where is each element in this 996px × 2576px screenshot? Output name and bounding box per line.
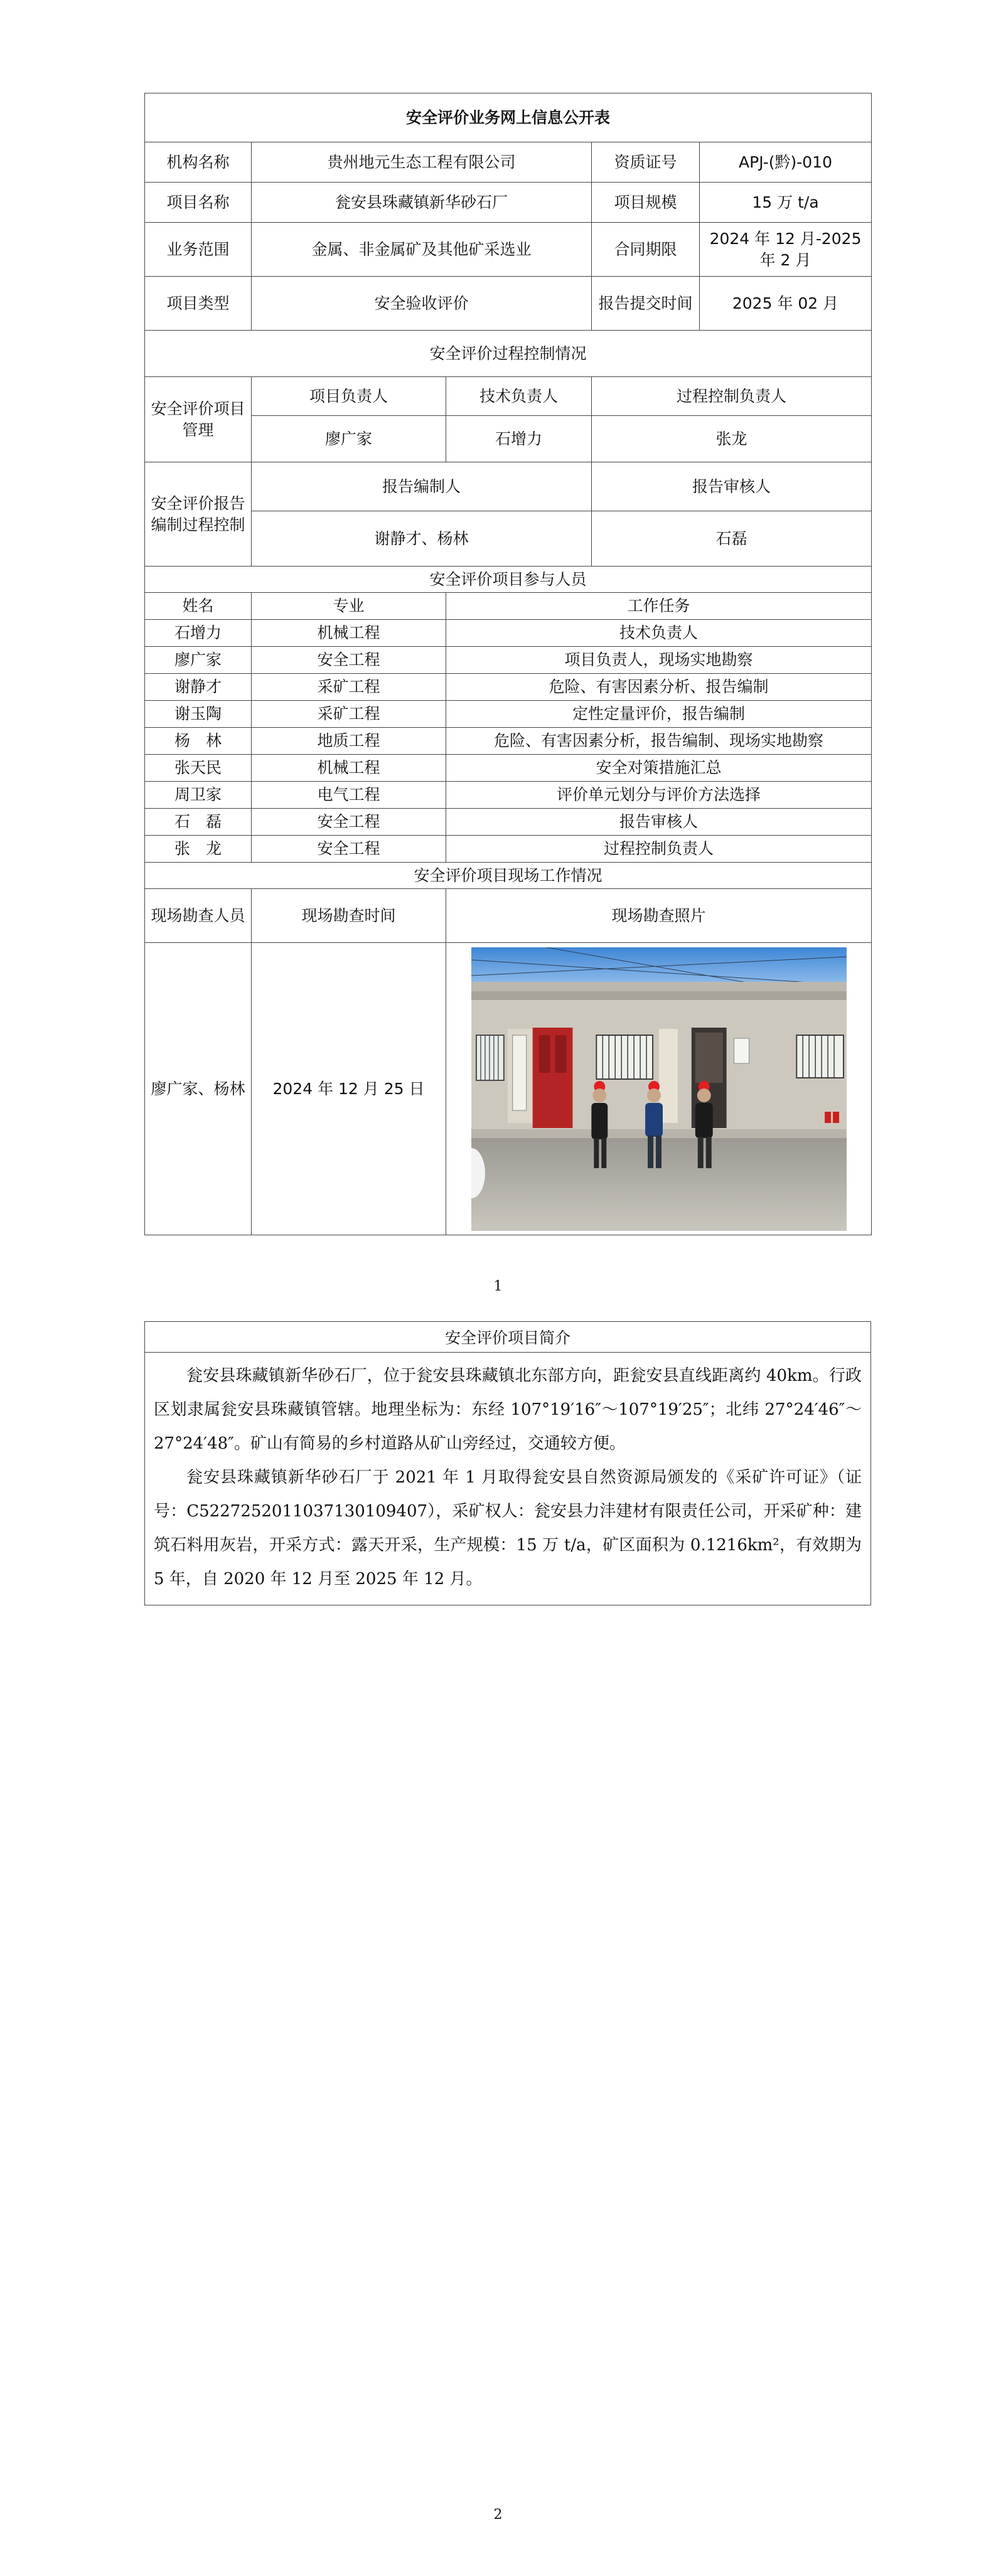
header-task: 工作任务 bbox=[446, 593, 872, 620]
value-process-lead: 张龙 bbox=[592, 416, 872, 462]
person-name: 廖广家 bbox=[145, 647, 252, 674]
person-task: 安全对策措施汇总 bbox=[446, 755, 872, 782]
person-major: 采矿工程 bbox=[252, 674, 446, 701]
person-major: 安全工程 bbox=[252, 836, 446, 863]
page-number-2: 2 bbox=[493, 2507, 503, 2523]
person-task: 定性定量评价，报告编制 bbox=[446, 701, 872, 728]
value-report-reviewer: 石磊 bbox=[592, 511, 872, 567]
label-org: 机构名称 bbox=[145, 142, 252, 183]
label-project: 项目名称 bbox=[145, 183, 252, 223]
table-row bbox=[145, 620, 872, 647]
header-tech-lead: 技术负责人 bbox=[446, 377, 592, 416]
person-task: 评价单元划分与评价方法选择 bbox=[446, 782, 872, 809]
value-report-author: 谢静才、杨林 bbox=[252, 511, 592, 567]
value-submit: 2025 年 02 月 bbox=[700, 277, 872, 331]
table-row bbox=[145, 701, 872, 728]
person-name: 张天民 bbox=[145, 755, 252, 782]
site-photo bbox=[471, 947, 847, 1231]
person-task: 危险、有害因素分析，报告编制、现场实地勘察 bbox=[446, 728, 872, 755]
label-scale: 项目规模 bbox=[592, 183, 700, 223]
person-major: 机械工程 bbox=[252, 755, 446, 782]
person-major: 安全工程 bbox=[252, 647, 446, 674]
person-major: 机械工程 bbox=[252, 620, 446, 647]
disclosure-table bbox=[144, 93, 872, 1235]
intro-body bbox=[145, 1353, 871, 1605]
person-major: 电气工程 bbox=[252, 782, 446, 809]
value-type: 安全验收评价 bbox=[252, 277, 592, 331]
value-cert: APJ-(黔)-010 bbox=[700, 142, 872, 183]
value-org: 贵州地元生态工程有限公司 bbox=[252, 142, 592, 183]
value-project-lead: 廖广家 bbox=[252, 416, 446, 462]
intro-paragraph: 瓮安县珠藏镇新华砂石厂于 2021 年 1 月取得瓮安县自然资源局颁发的《采矿许可证》（证号：C5227252011037130109407），采矿权人：瓮安县力沣建材有限责任公司，开采矿种：建筑石料用灰岩，开采方式：露天开采，生产规模：15 万 t/a，矿区面积为 0.1216km²，有效期为 5 年，自 2020 年 12 月至 2025 年 12 月。 bbox=[154, 1468, 862, 1589]
person-name: 周卫家 bbox=[145, 782, 252, 809]
person-major: 采矿工程 bbox=[252, 701, 446, 728]
label-scope: 业务范围 bbox=[145, 223, 252, 277]
section-personnel: 安全评价项目参与人员 bbox=[145, 567, 872, 593]
table-row bbox=[145, 809, 872, 836]
label-cert: 资质证号 bbox=[592, 142, 700, 183]
value-project: 瓮安县珠藏镇新华砂石厂 bbox=[252, 183, 592, 223]
header-project-lead: 项目负责人 bbox=[252, 377, 446, 416]
intro-paragraph: 瓮安县珠藏镇新华砂石厂，位于瓮安县珠藏镇北东部方向，距瓮安县直线距离约 40km。行政区划隶属瓮安县珠藏镇管辖。地理坐标为：东经 107°19′16″～107°19′25″；北纬 27°24′46″～27°24′48″。矿山有简易的乡村道路从矿山旁经过，交通较方便。 bbox=[154, 1366, 862, 1453]
header-field-staff: 现场勘查人员 bbox=[145, 889, 252, 943]
label-submit: 报告提交时间 bbox=[592, 277, 700, 331]
table-title: 安全评价业务网上信息公开表 bbox=[145, 93, 872, 142]
project-intro-table bbox=[144, 1321, 871, 1605]
table-row bbox=[145, 674, 872, 701]
person-name: 杨 林 bbox=[145, 728, 252, 755]
person-name: 石增力 bbox=[145, 620, 252, 647]
value-contract: 2024 年 12 月-2025 年 2 月 bbox=[700, 223, 872, 277]
person-task: 报告审核人 bbox=[446, 809, 872, 836]
page-number-1: 1 bbox=[493, 1279, 503, 1294]
label-contract: 合同期限 bbox=[592, 223, 700, 277]
person-name: 石 磊 bbox=[145, 809, 252, 836]
table-row bbox=[145, 728, 872, 755]
person-task: 危险、有害因素分析、报告编制 bbox=[446, 674, 872, 701]
person-name: 谢玉陶 bbox=[145, 701, 252, 728]
label-report-control: 安全评价报告编制过程控制 bbox=[145, 462, 252, 567]
site-photo-cell bbox=[446, 943, 872, 1235]
header-name: 姓名 bbox=[145, 593, 252, 620]
section-process: 安全评价过程控制情况 bbox=[145, 331, 872, 377]
section-field: 安全评价项目现场工作情况 bbox=[145, 863, 872, 889]
header-field-photo: 现场勘查照片 bbox=[446, 889, 872, 943]
table-row bbox=[145, 836, 872, 863]
label-mgmt: 安全评价项目管理 bbox=[145, 377, 252, 462]
value-scope: 金属、非金属矿及其他矿采选业 bbox=[252, 223, 592, 277]
value-field-date: 2024 年 12 月 25 日 bbox=[252, 943, 446, 1235]
person-task: 过程控制负责人 bbox=[446, 836, 872, 863]
table-row bbox=[145, 755, 872, 782]
header-report-reviewer: 报告审核人 bbox=[592, 462, 872, 511]
person-name: 谢静才 bbox=[145, 674, 252, 701]
header-major: 专业 bbox=[252, 593, 446, 620]
person-task: 技术负责人 bbox=[446, 620, 872, 647]
intro-title: 安全评价项目简介 bbox=[145, 1322, 871, 1353]
table-row bbox=[145, 782, 872, 809]
table-row bbox=[145, 647, 872, 674]
header-field-time: 现场勘查时间 bbox=[252, 889, 446, 943]
label-type: 项目类型 bbox=[145, 277, 252, 331]
person-name: 张 龙 bbox=[145, 836, 252, 863]
value-field-staff: 廖广家、杨林 bbox=[145, 943, 252, 1235]
header-report-author: 报告编制人 bbox=[252, 462, 592, 511]
person-major: 安全工程 bbox=[252, 809, 446, 836]
header-process-lead: 过程控制负责人 bbox=[592, 377, 872, 416]
value-tech-lead: 石增力 bbox=[446, 416, 592, 462]
value-scale: 15 万 t/a bbox=[700, 183, 872, 223]
person-task: 项目负责人，现场实地勘察 bbox=[446, 647, 872, 674]
person-major: 地质工程 bbox=[252, 728, 446, 755]
